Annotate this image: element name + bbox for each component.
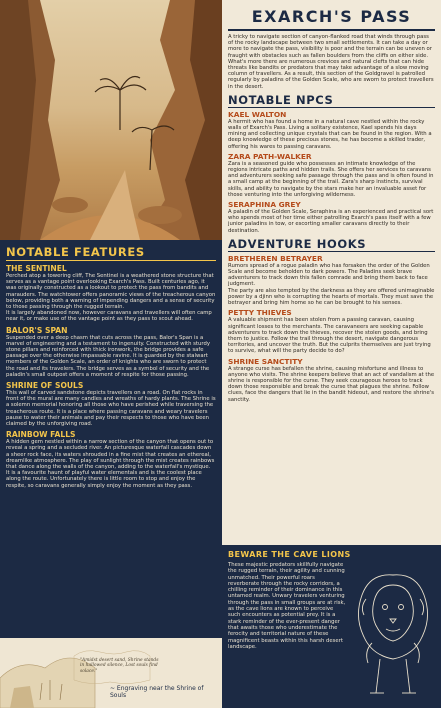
feature-text: It is largely abandoned now, however caravans and travellers will often camp near it, or make use of the vantage point as they pass to scout ahead. bbox=[6, 310, 212, 323]
hooks-heading: ADVENTURE HOOKS bbox=[228, 237, 435, 252]
notable-features-panel bbox=[0, 240, 222, 638]
shrine-engraving-quote: "Amidst desert sand, Shrine stands in hallowed silence, Lost souls find solace." bbox=[80, 658, 159, 674]
canyon-art-icon bbox=[0, 0, 222, 240]
npcs-heading: NOTABLE NPCS bbox=[228, 93, 435, 108]
feature-text: It is a favourite haunt of playful water elementals and is the coolest place along the route. Unfortunately there is little room to stop and enjoy the respite, so caravans generally simply enjoy the moment as they pass. bbox=[6, 470, 202, 489]
quote-caption: ~ Engraving near the Shrine of Souls bbox=[110, 685, 204, 700]
hook-title: SHRINE SANCTITY bbox=[228, 356, 303, 366]
right-column bbox=[222, 0, 441, 708]
npc-text: A hermit who has found a home in a natural cave nestled within the rocky walls of Exarch's Pass. Living a solitary existence, Kael spends his days mining and collecting unique crystals that can be found in the region. With a deep knowledge of these precious stones, he has become a skilled trader, offering his wares to passing caravans. bbox=[228, 118, 432, 150]
hook-title: BRETHEREN BETRAYER bbox=[228, 253, 323, 263]
npc-name: KAEL WALTON bbox=[228, 109, 287, 119]
lion-icon bbox=[350, 567, 436, 697]
intro-paragraph: A tricky to navigate section of canyon-flanked road that winds through pass of the rocky landscape between two small settlements. It can take a day or more to navigate the pass, visibility is poor and the terrain can be uneven or fraught with obstacles such as fallen boulders from the cliffs on either side. bbox=[228, 34, 432, 59]
npc-name: ZARA PATH-WALKER bbox=[228, 151, 312, 161]
feature-text: Suspended over a deep chasm that cuts across the pass, Balor's Span is a marvel of engineering and a testament to ingenuity. Constructed with sturdy stone pillars and reinforced with thick ironwork, the bridge provides a safe passage over the otherwise impassable ravine. It is guarded by the stalwart members of the Golden Scale, an order of knights who are sworn to protect the road and its travelers. The bridge serves as a symbol of security and the paladin's small outpost offers a moment of respite for those passing. bbox=[6, 334, 210, 378]
canyon-illustration bbox=[0, 0, 222, 240]
feature-title: THE SENTINEL bbox=[6, 264, 67, 273]
feature-title: BALOR'S SPAN bbox=[6, 325, 68, 335]
npc-text: Zara is a seasoned guide who possesses an intimate knowledge of the regions intricate paths and hidden trails. She offers her services to caravans and adventurers seeking safe passage through the pass and is often found in a small camp at the beginning of the trail. Zara's sharp instincts, survival skills, and ability to navigate by the stars make her an invaluable asset for those venturing into the unforgiving wilderness. bbox=[228, 160, 434, 198]
feature-text: A hidden gem nestled within a narrow section of the canyon that opens out to reveal a spring and a secluded river. An picturesque waterfall cascades down a sheer rock face, its waters shrouded in a fine mist that creates an ethereal, dreamlike atmosphere. The play of sunlight through the mist creates rainbows that dance along the walls of the canyon, adding to the waterfall's mystique. bbox=[6, 439, 215, 471]
feature-text: This wall of carved sandstone depicts travellers on a road. On flat rocks in front of the mural are many candles and wreaths of hardy plants. The Shrine is a solemn memorial honoring all those who have perished while traversing the treacherous route. It is a place where passing caravans and weary travelers pause to water their animals and pay their respects to those who have been claimed by the unforgiving road. bbox=[6, 390, 216, 428]
title-divider bbox=[228, 29, 435, 31]
features-heading: NOTABLE FEATURES bbox=[6, 246, 216, 261]
feature-title: RAINBOW FALLS bbox=[6, 430, 76, 440]
intro-paragraph: What's more there are numerous crevices and natural clefts that can hide threats like bandits or predators that may take advantage of a slow moving column of travellers. As a result, this section of the Goldgravel is patrolled regularly by paladins of the Golden Scale, who are sworn to protect travellers in the desert. bbox=[228, 58, 434, 90]
page-title: EXARCH'S PASS bbox=[251, 7, 412, 26]
hook-text: A valuable shipment has been stolen from a passing caravan, causing significant losses to the merchants. The caravaneers are seeking capable adventurers to track down the thieves, recover the stolen goods, and bring them to justice. Follow the trail through the desert, navigate dangerous territories, and uncover the truth. But the culprits themselves are just trying to survive, what will the party decide to do? bbox=[228, 317, 431, 355]
npc-name: SERAPHINA GREY bbox=[228, 200, 301, 210]
feature-title: SHRINE OF SOULS bbox=[6, 381, 84, 391]
right-content bbox=[222, 0, 441, 545]
lions-text: These majestic predators skillfully navigate the rugged terrain, their agility and cunning unmatched. Their powerful roars reverberate through the rocky corridors, a chilling reminder of their dominance in this untamed realm. Unwary travelers venturing through the pass in small groups are at risk, as the cave lions are known to perceive such encounters as potential prey. It is a stark reminder of the ever-present danger that awaits those who underestimate the ferocity and territorial nature of these magnificent beasts within this harsh desert landscape. bbox=[228, 562, 346, 650]
hook-title: PETTY THIEVES bbox=[228, 308, 292, 318]
hook-text: Rumors spread of a rogue paladin who has forsaken the order of the Golden Scale and become beholden to dark powers. The Paladins seek brave adventurers to track down this fallen comrade and bring them back to face judgment. bbox=[228, 262, 430, 288]
lions-heading: BEWARE THE CAVE LIONS bbox=[228, 550, 351, 559]
npc-text: A paladin of the Golden Scale, Seraphina is an experienced and practical sort who spends most of her time either patrolling Exarch's pass itself with a few junior paladins in tow, or escorting smaller caravans directly to their destination. bbox=[228, 209, 434, 234]
feature-text: Perched atop a towering cliff, The Sentinel is a weathered stone structure that serves as a vantage point overlooking Exarch's Pass. Built centuries ago, it was originally constructed as a lookout to protect the pass from bandits and marauders. The watchtower offers panoramic views of the treacherous canyon below, providing both a warning of impending dangers and a sense of security to those passing through the rugged terrain. bbox=[6, 273, 216, 311]
cave-lions-panel bbox=[222, 545, 441, 708]
hook-text: The party are also tempted by the darkness as they are offered unimaginable power by a djinn who is corrupting the hearts of mortals. They must save the betrayer and bring him home so he can be brought to his senses. bbox=[228, 287, 435, 307]
hook-text: A strange curse has befallen the shrine, causing misfortune and illness to anyone who visits. The shrine keepers believe that an act of vandalism at the shrine is responsible for the curse. They seek courageous heroes to track down those responsible and break the curse that plagues the shrine. Follow clues, face the dangers that lie in the bandit hideout, and restore the shrine's sanctity. bbox=[228, 365, 435, 403]
shrine-quote-panel bbox=[0, 638, 222, 708]
